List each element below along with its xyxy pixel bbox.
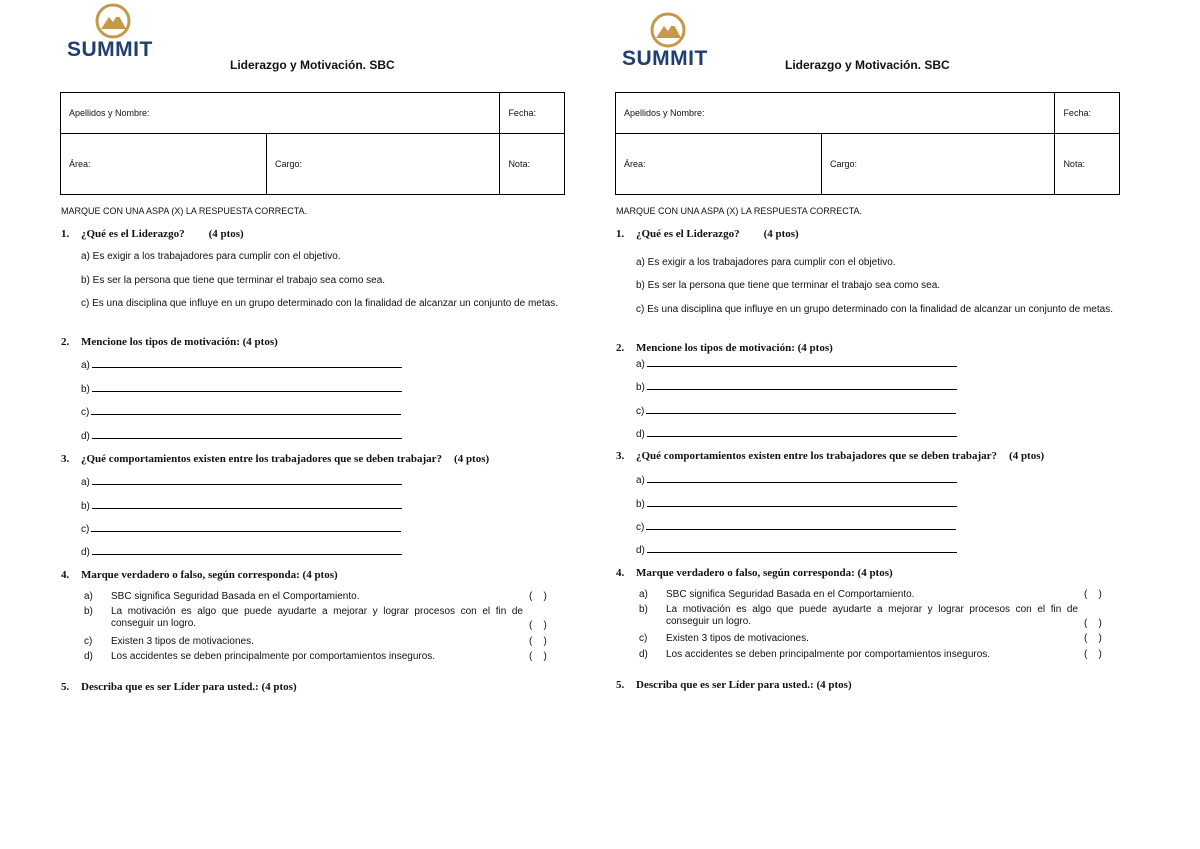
question-number: 3. xyxy=(61,453,70,465)
grade-label: Nota: xyxy=(1063,159,1085,169)
item-text: SBC significa Seguridad Basada en el Comportamiento. xyxy=(111,591,360,602)
q2-answer-b[interactable] xyxy=(636,380,957,393)
answer-box[interactable]: ( ) xyxy=(529,591,547,602)
answer-line[interactable] xyxy=(92,499,402,509)
answer-letter: c) xyxy=(636,406,645,417)
item-text: Los accidentes se deben principalmente por comportamientos inseguros. xyxy=(111,651,436,662)
question-4 xyxy=(616,567,893,579)
answer-line[interactable] xyxy=(91,405,401,415)
answer-line[interactable] xyxy=(647,357,957,367)
item-text: Los accidentes se deben principalmente por comportamientos inseguros. xyxy=(666,649,991,660)
answer-line[interactable] xyxy=(647,543,957,553)
summit-logo xyxy=(620,12,720,68)
question-2 xyxy=(616,342,833,354)
question-text: Mencione los tipos de motivación: (4 ptos) xyxy=(81,336,278,348)
area-field[interactable] xyxy=(61,134,267,195)
q3-answer-a[interactable] xyxy=(81,475,402,488)
answer-letter: c) xyxy=(81,524,90,535)
name-label: Apellidos y Nombre: xyxy=(624,108,705,118)
question-number: 1. xyxy=(61,228,70,240)
answer-line[interactable] xyxy=(91,522,401,532)
student-info-table xyxy=(615,92,1120,195)
question-number: 1. xyxy=(616,228,625,240)
grade-field[interactable] xyxy=(1055,134,1120,195)
q1-option-a[interactable]: a) Es exigir a los trabajadores para cumplir con el objetivo. xyxy=(81,251,341,262)
question-text: ¿Qué es el Liderazgo? xyxy=(81,228,185,240)
answer-letter: a) xyxy=(81,360,90,371)
question-text: ¿Qué comportamientos existen entre los trabajadores que se deben trabajar? xyxy=(81,453,443,465)
answer-line[interactable] xyxy=(92,545,402,555)
answer-letter: d) xyxy=(636,429,645,440)
question-text: Mencione los tipos de motivación: (4 ptos) xyxy=(636,342,833,354)
grade-label: Nota: xyxy=(508,159,530,169)
question-number: 3. xyxy=(616,450,625,462)
item-letter: a) xyxy=(639,589,648,600)
item-text: SBC significa Seguridad Basada en el Comportamiento. xyxy=(666,589,915,600)
item-letter: b) xyxy=(84,606,93,617)
q2-answer-a[interactable] xyxy=(81,358,402,371)
answer-letter: a) xyxy=(81,477,90,488)
question-number: 4. xyxy=(616,567,625,579)
question-text: Describa que es ser Líder para usted.: (4 ptos) xyxy=(636,679,852,691)
question-text: Describa que es ser Líder para usted.: (4 ptos) xyxy=(81,681,297,693)
q3-answer-d[interactable] xyxy=(81,545,402,558)
question-number: 2. xyxy=(616,342,625,354)
mountain-emblem-icon xyxy=(648,12,688,48)
item-letter: b) xyxy=(639,604,648,615)
name-field[interactable] xyxy=(616,93,1055,134)
answer-line[interactable] xyxy=(647,427,957,437)
answer-letter: b) xyxy=(81,501,90,512)
document-title: Liderazgo y Motivación. SBC xyxy=(785,58,950,72)
area-label: Área: xyxy=(624,159,646,169)
document-title: Liderazgo y Motivación. SBC xyxy=(230,58,395,72)
answer-letter: a) xyxy=(636,359,645,370)
question-4 xyxy=(61,569,338,581)
area-field[interactable] xyxy=(616,134,822,195)
position-label: Cargo: xyxy=(275,159,303,169)
question-3 xyxy=(61,453,489,465)
item-text: Existen 3 tipos de motivaciones. xyxy=(111,636,254,647)
q2-answer-b[interactable] xyxy=(81,382,402,395)
q1-option-c[interactable]: c) Es una disciplina que influye en un grupo determinado con la finalidad de alcanzar un conjunto de metas. xyxy=(81,298,558,309)
position-field[interactable] xyxy=(822,134,1055,195)
answer-letter: b) xyxy=(636,382,645,393)
q3-answer-b[interactable] xyxy=(636,497,957,510)
position-label: Cargo: xyxy=(830,159,858,169)
question-points: (4 ptos) xyxy=(1009,450,1045,462)
q3-answer-d[interactable] xyxy=(636,543,957,556)
name-label: Apellidos y Nombre: xyxy=(69,108,150,118)
answer-box[interactable]: ( ) xyxy=(1084,649,1102,660)
q2-answer-d[interactable] xyxy=(636,427,957,440)
question-1 xyxy=(616,228,799,240)
answer-box[interactable]: ( ) xyxy=(1084,633,1102,644)
question-text: Marque verdadero o falso, según corresponda: (4 ptos) xyxy=(636,567,893,579)
item-letter: d) xyxy=(639,649,648,660)
answer-line[interactable] xyxy=(92,358,402,368)
item-letter: a) xyxy=(84,591,93,602)
date-label: Fecha: xyxy=(1063,108,1091,118)
answer-line[interactable] xyxy=(646,404,956,414)
answer-letter: b) xyxy=(636,499,645,510)
question-2 xyxy=(61,336,278,348)
item-text: Existen 3 tipos de motivaciones. xyxy=(666,633,809,644)
answer-line[interactable] xyxy=(92,475,402,485)
question-points: (4 ptos) xyxy=(208,228,244,240)
q3-answer-b[interactable] xyxy=(81,499,402,512)
question-number: 5. xyxy=(61,681,70,693)
answer-box[interactable]: ( ) xyxy=(1084,589,1102,600)
question-points: (4 ptos) xyxy=(454,453,490,465)
q2-answer-d[interactable] xyxy=(81,429,402,442)
q3-answer-c[interactable] xyxy=(81,522,401,535)
question-text: ¿Qué comportamientos existen entre los trabajadores que se deben trabajar? xyxy=(636,450,998,462)
mountain-emblem-icon xyxy=(93,3,133,39)
item-letter: c) xyxy=(84,636,93,647)
position-field[interactable] xyxy=(267,134,500,195)
question-3 xyxy=(616,450,1044,462)
date-field[interactable] xyxy=(1055,93,1120,134)
q1-option-b[interactable]: b) Es ser la persona que tiene que terminar el trabajo sea como sea. xyxy=(636,280,941,291)
question-text: ¿Qué es el Liderazgo? xyxy=(636,228,740,240)
question-5 xyxy=(61,681,297,693)
question-text: Marque verdadero o falso, según corresponda: (4 ptos) xyxy=(81,569,338,581)
logo-text: SUMMIT xyxy=(67,38,153,61)
student-info-table xyxy=(60,92,565,195)
answer-line[interactable] xyxy=(647,473,957,483)
answer-line[interactable] xyxy=(92,382,402,392)
q2-answer-a[interactable] xyxy=(636,357,957,370)
item-text: La motivación es algo que puede ayudarte a mejorar y lograr procesos con el fin de conseguir un logro. xyxy=(111,606,523,629)
question-1 xyxy=(61,228,244,240)
question-5 xyxy=(616,679,852,691)
q1-option-c[interactable]: c) Es una disciplina que influye en un grupo determinado con la finalidad de alcanzar un conjunto de metas. xyxy=(636,304,1113,315)
item-letter: c) xyxy=(639,633,648,644)
q1-option-b[interactable]: b) Es ser la persona que tiene que terminar el trabajo sea como sea. xyxy=(81,275,386,286)
answer-letter: a) xyxy=(636,475,645,486)
answer-line[interactable] xyxy=(647,380,957,390)
answer-letter: c) xyxy=(636,522,645,533)
answer-letter: d) xyxy=(81,547,90,558)
question-number: 4. xyxy=(61,569,70,581)
answer-letter: b) xyxy=(81,384,90,395)
item-letter: d) xyxy=(84,651,93,662)
name-field[interactable] xyxy=(61,93,500,134)
q3-answer-a[interactable] xyxy=(636,473,957,486)
answer-box[interactable]: ( ) xyxy=(529,651,547,662)
question-points: (4 ptos) xyxy=(763,228,799,240)
q1-option-a[interactable]: a) Es exigir a los trabajadores para cumplir con el objetivo. xyxy=(636,257,896,268)
instruction-text: MARQUE CON UNA ASPA (X) LA RESPUESTA CORRECTA. xyxy=(61,206,308,216)
question-number: 5. xyxy=(616,679,625,691)
answer-line[interactable] xyxy=(92,429,402,439)
answer-letter: d) xyxy=(636,545,645,556)
answer-box[interactable]: ( ) xyxy=(529,636,547,647)
q2-answer-c[interactable] xyxy=(636,404,956,417)
date-label: Fecha: xyxy=(508,108,536,118)
exam-page-right xyxy=(555,0,1155,849)
answer-line[interactable] xyxy=(646,520,956,530)
q2-answer-c[interactable] xyxy=(81,405,401,418)
summit-logo xyxy=(65,3,165,59)
answer-box[interactable]: ( ) xyxy=(529,620,547,631)
answer-line[interactable] xyxy=(647,497,957,507)
answer-box[interactable]: ( ) xyxy=(1084,618,1102,629)
area-label: Área: xyxy=(69,159,91,169)
q3-answer-c[interactable] xyxy=(636,520,956,533)
item-text: La motivación es algo que puede ayudarte a mejorar y lograr procesos con el fin de conseguir un logro. xyxy=(666,604,1078,627)
question-number: 2. xyxy=(61,336,70,348)
answer-letter: c) xyxy=(81,407,90,418)
answer-letter: d) xyxy=(81,431,90,442)
instruction-text: MARQUE CON UNA ASPA (X) LA RESPUESTA CORRECTA. xyxy=(616,206,863,216)
logo-text: SUMMIT xyxy=(622,47,708,70)
